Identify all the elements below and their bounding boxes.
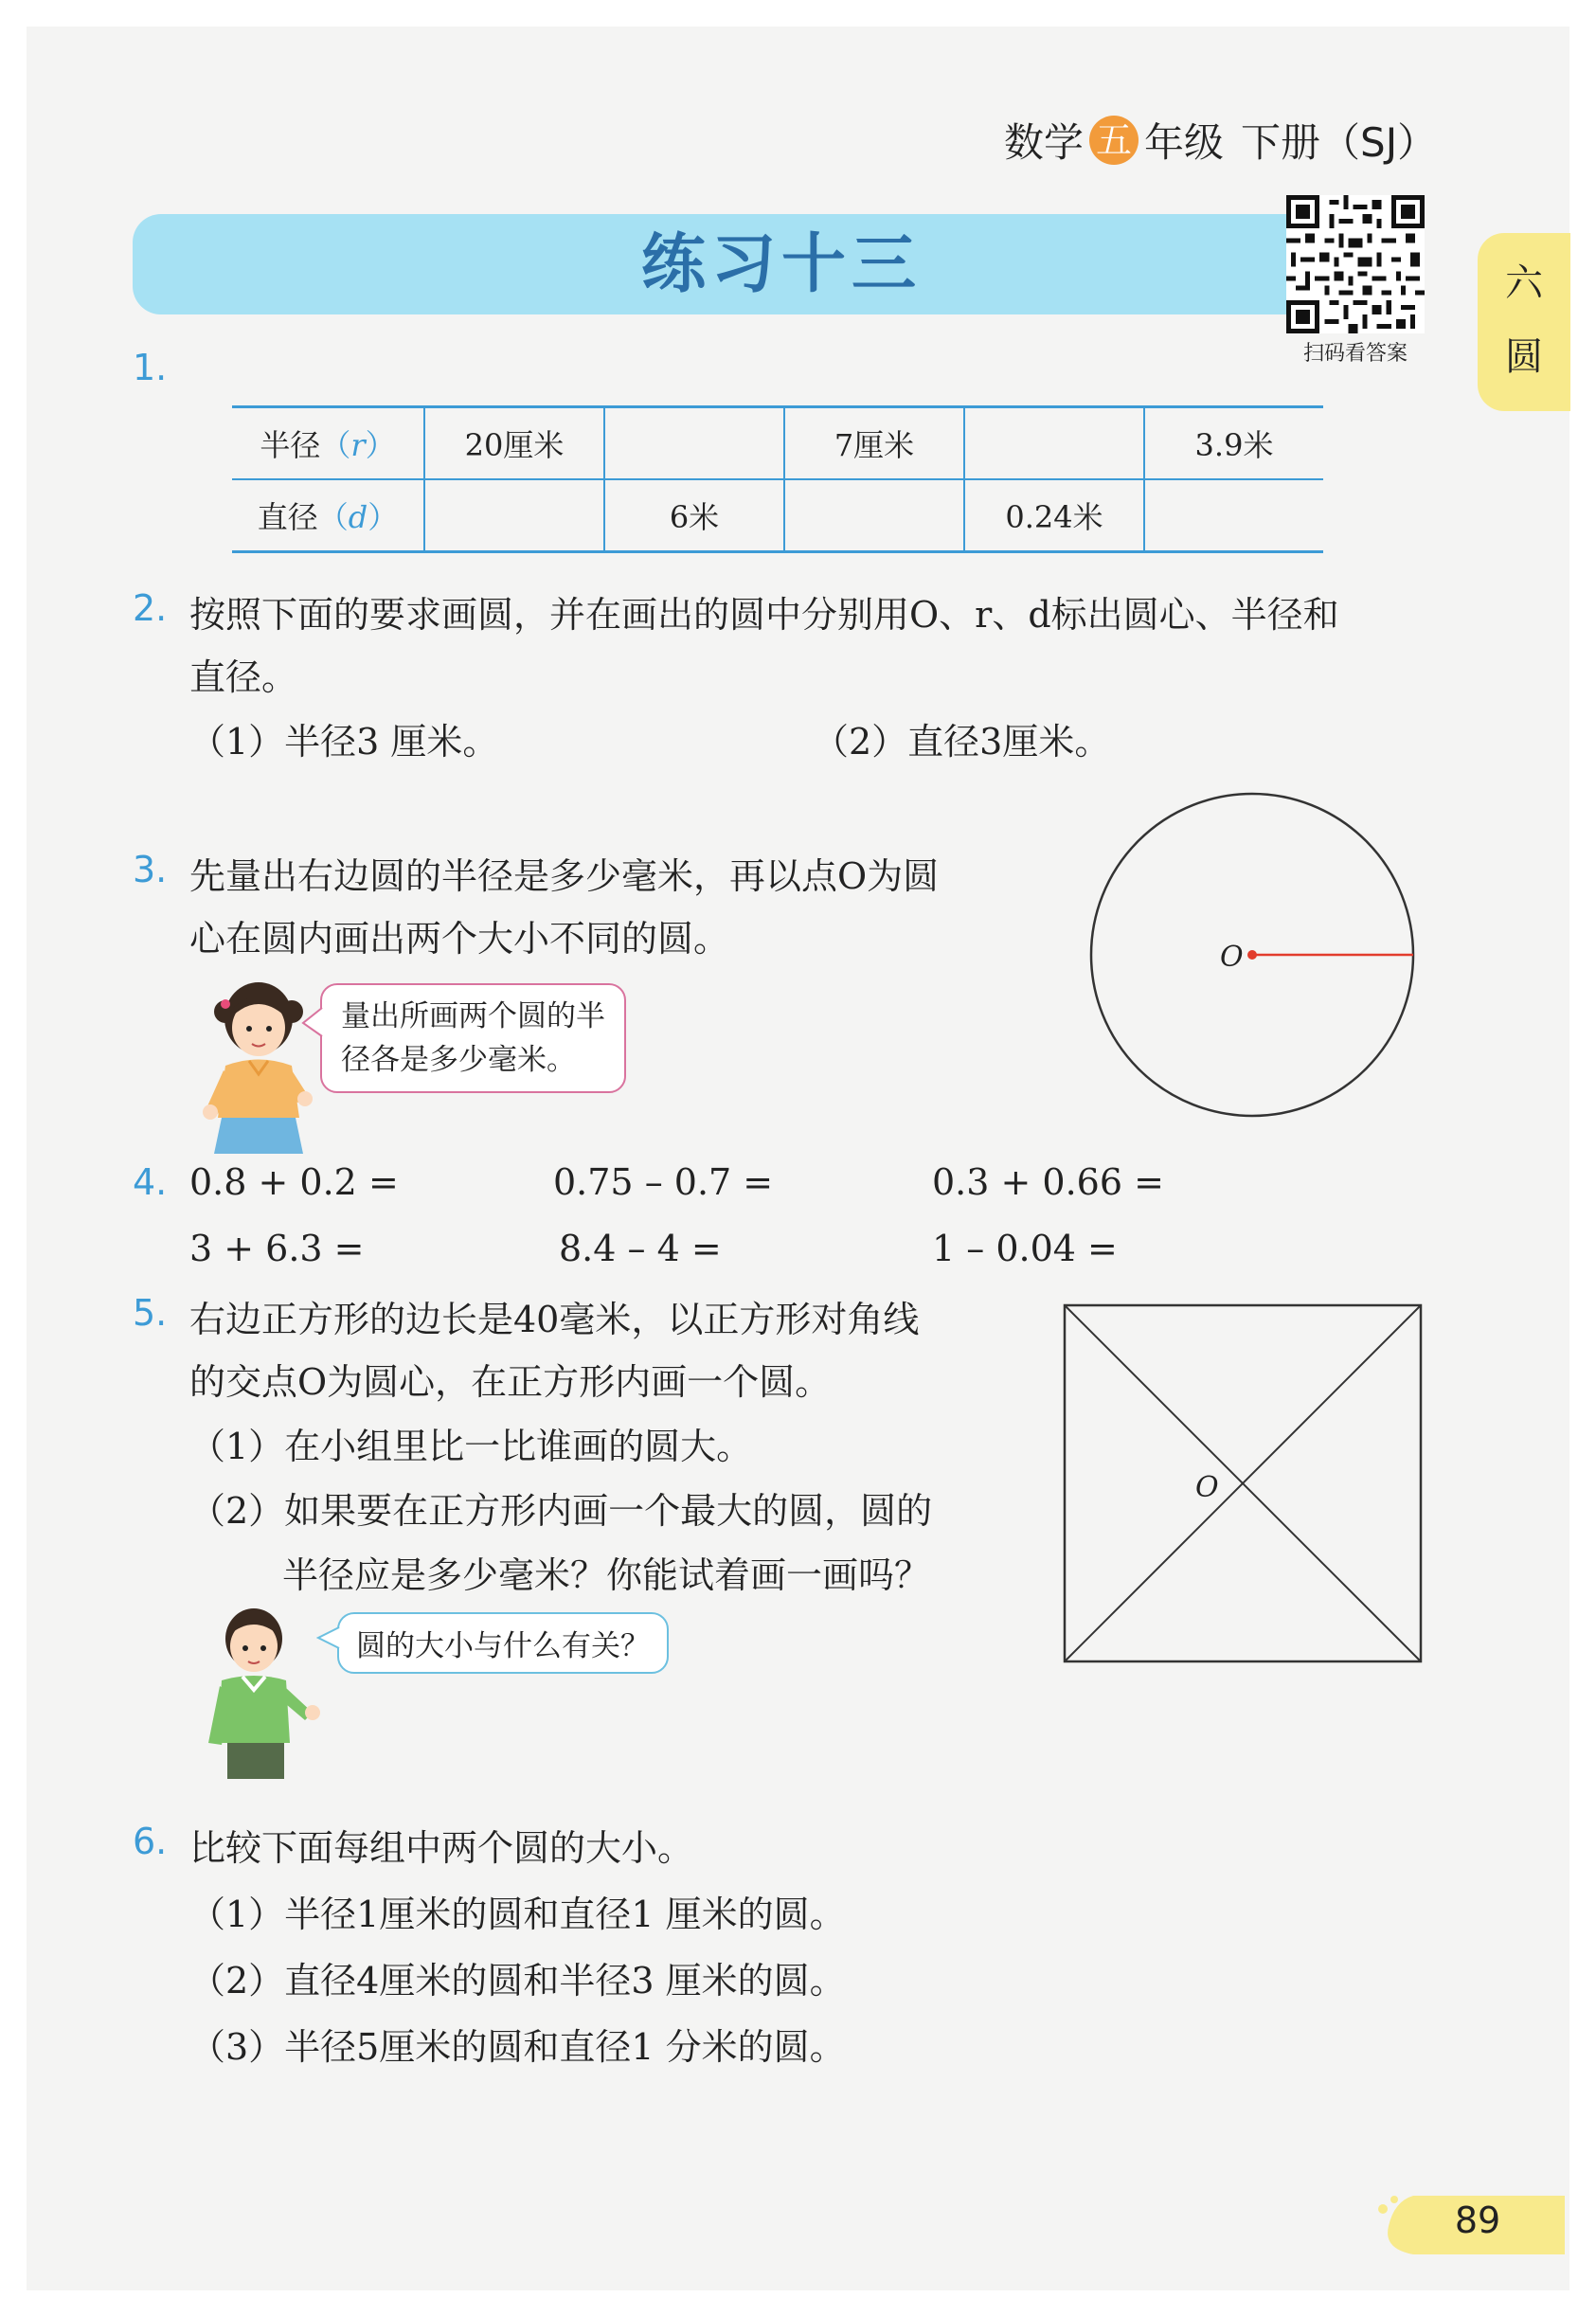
bubble-tail	[316, 1624, 341, 1652]
speech-bubble-boy: 圆的大小与什么有关？	[337, 1612, 669, 1674]
question-5-part-2-cont: 半径应是多少毫米？你能试着画一画吗？	[282, 1554, 931, 1596]
chapter-tab	[1478, 233, 1570, 411]
book-header	[1004, 112, 1437, 169]
question-3-number: 3.	[133, 849, 168, 890]
question-6-part-1: （1）半径1厘米的圆和直径1 厘米的圆。	[189, 1894, 846, 1935]
question-5-text: 右边正方形的边长是40毫米，以正方形对角线	[189, 1299, 920, 1340]
center-point	[1247, 950, 1257, 960]
question-2-text: 按照下面的要求画圆，并在画出的圆中分别用O、r、d标出圆心、半径和	[189, 594, 1339, 636]
center-label: O	[1195, 1471, 1219, 1504]
row-header-radius: 半径（r）	[232, 407, 424, 480]
page-number: 89	[1454, 2199, 1501, 2241]
center-label: O	[1220, 941, 1244, 974]
girl-illustration	[197, 976, 320, 1156]
boy-illustration	[195, 1601, 328, 1781]
question-3-text-cont: 心在圆内画出两个大小不同的圆。	[189, 918, 730, 960]
qr-code-icon[interactable]	[1286, 195, 1425, 333]
equation: 1 – 0.04 =	[932, 1228, 1118, 1269]
speech-bubble-girl	[320, 983, 626, 1093]
question-4-number: 4.	[133, 1161, 168, 1203]
question-5-part-1: （1）在小组里比一比谁画的圆大。	[189, 1426, 753, 1467]
table-cell[interactable]	[424, 479, 604, 552]
question-6-part-2: （2）直径4厘米的圆和半径3 厘米的圆。	[189, 1960, 846, 2002]
equation: 3 + 6.3 =	[189, 1228, 365, 1269]
question-6-part-3: （3）半径5厘米的圆和直径1 分米的圆。	[189, 2026, 846, 2068]
variable-r: r	[350, 427, 366, 463]
row-label: 直径	[257, 499, 318, 535]
bubble-tail	[301, 1004, 324, 1042]
question-5-part-2: （2）如果要在正方形内画一个最大的圆，圆的	[189, 1490, 933, 1532]
row-label: 半径	[260, 427, 321, 463]
question-2-number: 2.	[133, 587, 168, 629]
table-cell[interactable]: 0.24米	[964, 479, 1144, 552]
equation: 0.8 + 0.2 =	[189, 1161, 399, 1203]
question-2-part-2: （2）直径3厘米。	[813, 721, 1111, 763]
variable-d: d	[348, 499, 368, 535]
table-cell[interactable]	[784, 479, 964, 552]
table-cell[interactable]	[964, 407, 1144, 480]
row-header-diameter: 直径（d）	[232, 479, 424, 552]
equation: 8.4 – 4 =	[559, 1228, 722, 1269]
square-figure	[1061, 1302, 1426, 1667]
chapter-number: 六	[1505, 261, 1543, 305]
question-5-number: 5.	[133, 1292, 168, 1334]
table-cell[interactable]	[604, 407, 784, 480]
equation: 0.75 – 0.7 =	[553, 1161, 774, 1203]
question-6-text: 比较下面每组中两个圆的大小。	[189, 1827, 694, 1869]
chapter-name: 圆	[1505, 335, 1543, 379]
table-row	[232, 407, 1323, 480]
table-cell[interactable]: 20厘米	[424, 407, 604, 480]
question-6-number: 6.	[133, 1821, 168, 1862]
bubble-text: 量出所画两个圆的半	[341, 999, 605, 1033]
question-3-text: 先量出右边圆的半径是多少毫米，再以点O为圆	[189, 855, 940, 897]
header-grade: 年级	[1144, 119, 1225, 166]
header-subject: 数学	[1004, 119, 1085, 166]
table-cell[interactable]: 6米	[604, 479, 784, 552]
header-volume: 下册（SJ）	[1241, 119, 1438, 166]
bubble-text: 径各是多少毫米。	[341, 1043, 576, 1077]
table-cell[interactable]	[1144, 479, 1323, 552]
question-1-number: 1.	[133, 347, 168, 388]
circle-figure	[1080, 782, 1425, 1127]
grade-badge: 五	[1089, 116, 1139, 165]
table-row	[232, 479, 1323, 552]
question-2-part-1: （1）半径3 厘米。	[189, 721, 499, 763]
page-title: 练习十三	[640, 226, 922, 302]
qr-caption: 扫码看答案	[1302, 342, 1408, 366]
table-cell[interactable]: 7厘米	[784, 407, 964, 480]
question-5-text-cont: 的交点O为圆心，在正方形内画一个圆。	[189, 1361, 832, 1403]
table-cell[interactable]: 3.9米	[1144, 407, 1323, 480]
radius-diameter-table	[232, 405, 1323, 553]
question-2-text-cont: 直径。	[189, 656, 298, 698]
equation: 0.3 + 0.66 =	[932, 1161, 1164, 1203]
